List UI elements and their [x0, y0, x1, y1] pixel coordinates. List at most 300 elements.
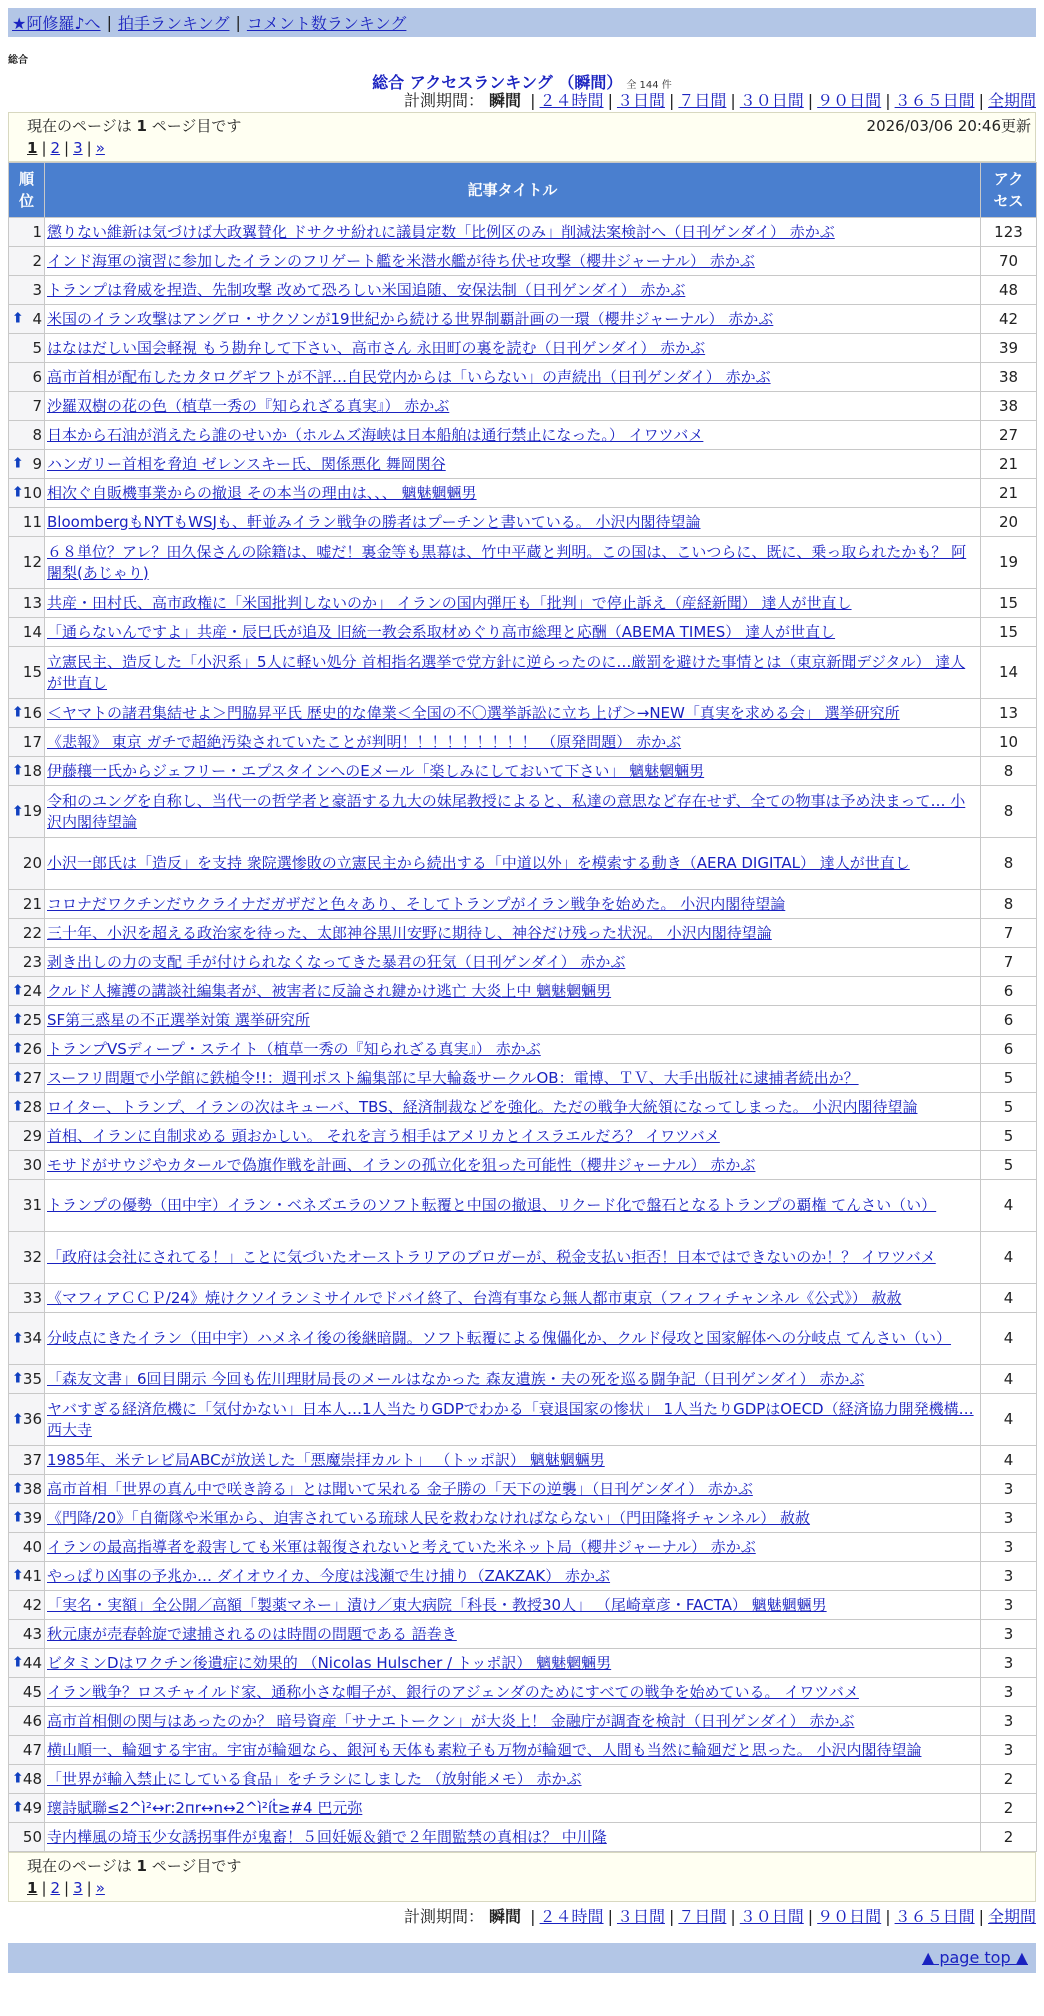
period-separator: |	[607, 91, 613, 110]
article-link[interactable]: 高市首相側の関与はあったのか？ 暗号資産「サナエトークン」が大炎上！ 金融庁が調査を検討（日刊ゲンダイ） 赤かぶ	[47, 1711, 855, 1730]
rank-cell	[9, 1122, 45, 1151]
title-cell	[45, 218, 981, 247]
article-link[interactable]: 剥き出しの力の支配 手が付けられなくなってきた暴君の狂気（日刊ゲンダイ） 赤かぶ	[47, 952, 626, 971]
access-column-header: アク セス	[981, 163, 1037, 218]
article-link[interactable]: 相次ぐ自販機事業からの撤退 その本当の理由は、、、 魑魅魍魎男	[47, 483, 477, 502]
pager-separator: |	[64, 139, 70, 157]
article-link[interactable]: 「実名・実額」全公開／高額「製薬マネー」漬け／東大病院「科長・教授30人」 （尾崎章彦・FACTA） 魑魅魍魎男	[47, 1595, 827, 1614]
rank-cell	[9, 363, 45, 392]
rank-cell	[9, 305, 45, 334]
access-count: 21	[981, 450, 1037, 479]
access-count: 21	[981, 479, 1037, 508]
table-row	[9, 786, 1037, 838]
article-link[interactable]: 「政府は会社にされてる！」ことに気づいたオーストラリアのブロガーが、税金支払い拒否！日本ではできないのか！？ イワツバメ	[47, 1248, 936, 1266]
pager-link[interactable]: 3	[73, 1879, 83, 1897]
period-link[interactable]: 全期間	[987, 91, 1036, 110]
title-cell	[45, 479, 981, 508]
title-cell	[45, 1504, 981, 1533]
rank-up-arrow-icon: ⬆	[12, 1098, 24, 1115]
rank-number: 24	[22, 981, 42, 1000]
page-title	[8, 70, 1036, 90]
access-count: 70	[981, 247, 1037, 276]
clap-ranking-link[interactable]: 拍手ランキング	[117, 14, 230, 33]
page-title-text: 総合 アクセスランキング （瞬間）	[372, 73, 623, 92]
pager-separator: |	[41, 139, 47, 157]
rank-cell	[9, 1446, 45, 1475]
rank-cell	[9, 1620, 45, 1649]
table-row	[9, 508, 1037, 537]
period-current: 瞬間	[489, 91, 522, 110]
title-cell	[45, 589, 981, 618]
title-cell	[45, 508, 981, 537]
article-link[interactable]: 「通らないんですよ」共産・辰巳氏が追及 旧統一教会系取材めぐり高市総理と応酬（ABEMA TIMES） 達人が世直し	[47, 622, 836, 641]
top-nav	[8, 8, 1036, 37]
title-cell	[45, 1620, 981, 1649]
period-link[interactable]: ２４時間	[539, 1907, 604, 1926]
period-separator: |	[668, 1907, 675, 1926]
table-row	[9, 1533, 1037, 1562]
rank-cell	[9, 1313, 45, 1365]
title-cell	[45, 1736, 981, 1765]
table-row	[9, 1365, 1037, 1394]
pager-link[interactable]: 2	[50, 139, 61, 157]
title-cell	[45, 1533, 981, 1562]
rank-cell	[9, 1678, 45, 1707]
article-link[interactable]: コロナだワクチンだウクライナだガザだと色々あり、そしてトランプがイラン戦争を始めた。 小沢内閣待望論	[47, 894, 786, 913]
table-row	[9, 1649, 1037, 1678]
title-cell	[45, 1035, 981, 1064]
title-cell	[45, 537, 981, 589]
page-info-bottom	[8, 1852, 1036, 1902]
article-link[interactable]: ６８単位？アレ？田久保さんの除籍は、嘘だ！裏金等も黒幕は、竹中平蔵と判明。この国は、こいつらに、既に、乗っ取られたかも？ 阿闍梨(あじゃり)	[47, 542, 967, 582]
rank-cell	[9, 1504, 45, 1533]
rank-cell	[9, 392, 45, 421]
period-separator: |	[807, 91, 814, 110]
title-cell	[45, 1064, 981, 1093]
rank-number: 15	[22, 663, 42, 681]
rank-cell	[9, 1475, 45, 1504]
rank-number: 9	[32, 454, 42, 473]
rank-up-arrow-icon: ⬆	[12, 1370, 24, 1387]
rank-cell	[9, 786, 45, 838]
period-link[interactable]: ９０日間	[817, 1907, 882, 1926]
access-count: 3	[981, 1736, 1037, 1765]
rank-cell	[9, 757, 45, 786]
rank-cell	[9, 647, 45, 699]
period-separator: |	[730, 91, 736, 110]
table-row	[9, 948, 1037, 977]
rank-number: 8	[32, 425, 42, 444]
period-link[interactable]: ７日間	[678, 91, 727, 110]
rank-number: 44	[22, 1653, 42, 1672]
article-link[interactable]: 共産・田村氏、高市政権に「米国批判しないのか」 イランの国内弾圧も「批判」で停止訴え（産経新聞） 達人が世直し	[47, 593, 852, 612]
access-count: 6	[981, 1035, 1037, 1064]
article-link[interactable]: イラン戦争？ロスチャイルド家、通称小さな帽子が、銀行のアジェンダのためにすべての戦争を始めている。 イワツバメ	[47, 1682, 859, 1701]
rank-cell	[9, 1707, 45, 1736]
table-row	[9, 1006, 1037, 1035]
title-cell	[45, 647, 981, 699]
item-count: 全 144 件	[626, 80, 672, 91]
period-link[interactable]: ３０日間	[739, 1907, 804, 1926]
rank-number: 36	[22, 1410, 42, 1428]
article-link[interactable]: 《門降/20》「自衛隊や米軍から、迫害されている琉球人民を救わなければならない」（門田隆将チャンネル） 赦赦	[47, 1508, 811, 1527]
access-count: 3	[981, 1533, 1037, 1562]
rank-cell	[9, 1006, 45, 1035]
table-row	[9, 305, 1037, 334]
access-count: 4	[981, 1394, 1037, 1446]
rank-cell	[9, 890, 45, 919]
article-link[interactable]: トランプの優勢（田中宇）イラン・ベネズエラのソフト転覆と中国の撤退、リクード化で盤石となるトランプの覇権 てんさい（い）	[47, 1196, 937, 1214]
access-count: 5	[981, 1122, 1037, 1151]
rank-cell	[9, 479, 45, 508]
access-count: 4	[981, 1313, 1037, 1365]
period-separator: |	[530, 91, 536, 110]
rank-number: 26	[22, 1039, 42, 1058]
table-row	[9, 618, 1037, 647]
period-separator: |	[607, 1907, 613, 1926]
period-link[interactable]: ３０日間	[739, 91, 804, 110]
rank-up-arrow-icon: ⬆	[12, 1069, 24, 1086]
article-link[interactable]: ハンガリー首相を脅迫 ゼレンスキー氏、関係悪化 舞岡関谷	[47, 454, 446, 473]
title-cell	[45, 1823, 981, 1852]
period-link[interactable]: ３６５日間	[894, 1907, 975, 1926]
rank-up-arrow-icon: ⬆	[12, 704, 24, 721]
rank-up-arrow-icon: ⬆	[12, 1509, 24, 1526]
period-selector-top	[8, 90, 1036, 112]
title-cell	[45, 1707, 981, 1736]
table-row	[9, 421, 1037, 450]
table-row	[9, 728, 1037, 757]
article-link[interactable]: 小沢一郎氏は「造反」を支持 衆院選惨敗の立憲民主から続出する「中道以外」を模索する動き（AERA DIGITAL） 達人が世直し	[47, 854, 910, 872]
article-link[interactable]: 「森友文書」6回目開示 今回も佐川理財局長のメールはなかった 森友遺族・夫の死を巡る闘争記（日刊ゲンダイ） 赤かぶ	[47, 1369, 865, 1388]
table-row	[9, 1765, 1037, 1794]
title-cell	[45, 1475, 981, 1504]
title-cell	[45, 1232, 981, 1284]
article-link[interactable]: ヤバすぎる経済危機に「気付かない」日本人…1人当たりGDPでわかる「衰退国家の惨状」 1人当たりGDPはOECD（経済協力開発機構… 西大寺	[47, 1399, 974, 1439]
period-separator: |	[807, 1907, 814, 1926]
access-count: 2	[981, 1823, 1037, 1852]
table-row	[9, 1284, 1037, 1313]
rank-number: 43	[22, 1624, 42, 1643]
period-link[interactable]: ３日間	[616, 1907, 665, 1926]
table-row	[9, 977, 1037, 1006]
article-link[interactable]: 令和のユングを自称し、当代一の哲学者と豪語する九大の妹尾教授によると、私達の意思など存在せず、全ての物事は予め決まって… 小沢内閣待望論	[47, 791, 966, 831]
rank-number: 50	[22, 1827, 42, 1846]
pager-bottom	[27, 1877, 1031, 1899]
table-row	[9, 1591, 1037, 1620]
table-row	[9, 392, 1037, 421]
article-link[interactable]: 横山順一、輪廻する宇宙。宇宙が輪廻なら、銀河も天体も素粒子も万物が輪廻で、人間も当然に輪廻だと思った。 小沢内閣待望論	[47, 1740, 922, 1759]
title-cell	[45, 334, 981, 363]
period-separator: |	[978, 91, 984, 110]
rank-number: 4	[32, 309, 42, 328]
table-row	[9, 1678, 1037, 1707]
access-count: 3	[981, 1620, 1037, 1649]
article-link[interactable]: 三十年、小沢を超える政治家を待った、太郎神谷黒川安野に期待し、神谷だけ残った状況。 小沢内閣待望論	[47, 923, 772, 942]
title-cell	[45, 919, 981, 948]
table-row	[9, 1093, 1037, 1122]
rank-up-arrow-icon: ⬆	[12, 310, 24, 327]
table-row	[9, 1475, 1037, 1504]
article-link[interactable]: 米国のイラン攻撃はアングロ・サクソンが19世紀から続ける世界制覇計画の一環（櫻井ジャーナル） 赤かぶ	[47, 309, 774, 328]
article-link[interactable]: スーフリ問題で小学館に鉄槌令!!：週刊ポスト編集部に早大輪姦サークルOB：電博、ＴＶ、大手出版社に逮捕者続出か？	[47, 1068, 859, 1087]
rank-cell	[9, 1035, 45, 1064]
title-cell	[45, 618, 981, 647]
title-cell	[45, 838, 981, 890]
rank-cell	[9, 1180, 45, 1232]
article-link[interactable]: クルド人擁護の講談社編集者が、被害者に反論され鍵かけ逃亡 大炎上中 魑魅魍魎男	[47, 981, 612, 1000]
title-cell	[45, 276, 981, 305]
article-link[interactable]: 「世界が輸入禁止にしている食品」をチラシにしました （放射能メモ） 赤かぶ	[47, 1769, 582, 1788]
rank-number: 22	[22, 923, 42, 942]
title-cell	[45, 421, 981, 450]
access-count: 15	[981, 589, 1037, 618]
title-cell	[45, 392, 981, 421]
table-row	[9, 1794, 1037, 1823]
rank-number: 32	[22, 1248, 42, 1266]
rank-number: 19	[22, 802, 42, 820]
title-cell	[45, 1365, 981, 1394]
period-current: 瞬間	[489, 1907, 522, 1926]
table-row	[9, 450, 1037, 479]
rank-cell	[9, 699, 45, 728]
pager-separator: |	[41, 1879, 47, 1897]
title-cell	[45, 1313, 981, 1365]
period-separator: |	[530, 1907, 536, 1926]
period-link[interactable]: ３６５日間	[894, 91, 975, 110]
rank-cell	[9, 838, 45, 890]
rank-cell	[9, 1394, 45, 1446]
pager-current: 1	[27, 139, 38, 157]
article-link[interactable]: 立憲民主、造反した「小沢系」5人に軽い処分 首相指名選挙で党方針に逆らったのに…厳罰を避けた事情とは（東京新聞デジタル） 達人が世直し	[47, 652, 966, 692]
access-count: 2	[981, 1765, 1037, 1794]
home-link[interactable]: ★阿修羅♪へ	[12, 14, 101, 33]
rank-number: 28	[22, 1097, 42, 1116]
rank-cell	[9, 728, 45, 757]
access-count: 4	[981, 1284, 1037, 1313]
comment-ranking-link[interactable]: コメント数ランキング	[246, 14, 407, 33]
article-link[interactable]: 日本から石油が消えたら誰のせいか（ホルムズ海峡は日本船舶は通行禁止になった。） イワツバメ	[47, 425, 704, 444]
rank-up-arrow-icon: ⬆	[12, 484, 24, 501]
rank-number: 5	[32, 338, 42, 357]
article-link[interactable]: 沙羅双樹の花の色（植草一秀の『知られざる真実』） 赤かぶ	[47, 396, 450, 415]
period-separator: |	[978, 1907, 984, 1926]
period-label: 計測期間：	[403, 91, 484, 110]
table-row	[9, 757, 1037, 786]
table-row	[9, 479, 1037, 508]
access-count: 27	[981, 421, 1037, 450]
article-link[interactable]: ビタミンDはワクチン後遺症に効果的 （Nicolas Hulscher / トッポ訳） 魑魅魍魎男	[47, 1653, 612, 1672]
period-separator: |	[668, 91, 675, 110]
rank-cell	[9, 508, 45, 537]
rank-number: 7	[32, 396, 42, 415]
rank-cell	[9, 919, 45, 948]
rank-cell	[9, 1533, 45, 1562]
rank-number: 3	[32, 280, 42, 299]
table-row	[9, 363, 1037, 392]
table-row	[9, 699, 1037, 728]
rank-number: 17	[22, 732, 42, 751]
period-link[interactable]: ９０日間	[817, 91, 882, 110]
article-link[interactable]: インド海軍の演習に参加したイランのフリゲート艦を米潜水艦が待ち伏せ攻撃（櫻井ジャーナル） 赤かぶ	[47, 251, 755, 270]
access-count: 3	[981, 1707, 1037, 1736]
pager-link[interactable]: 2	[50, 1879, 61, 1897]
article-link[interactable]: 高市首相「世界の真ん中で咲き誇る」とは聞いて呆れる 金子勝の「天下の逆襲」（日刊ゲンダイ） 赤かぶ	[47, 1479, 753, 1498]
access-count: 20	[981, 508, 1037, 537]
period-label: 計測期間：	[403, 1907, 484, 1926]
rank-number: 29	[22, 1126, 42, 1145]
rank-number: 48	[22, 1769, 42, 1788]
rank-up-arrow-icon: ⬆	[12, 762, 24, 779]
updated-time: 2026/03/06 20:46更新	[866, 117, 1031, 135]
pager-separator: |	[64, 1879, 70, 1897]
article-link[interactable]: 1985年、米テレビ局ABCが放送した「悪魔崇拝カルト」 （トッポ訳） 魑魅魍魎男	[47, 1450, 605, 1469]
title-cell	[45, 1562, 981, 1591]
article-link[interactable]: やっぱり凶事の予兆か… ダイオウイカ、今度は浅瀬で生け捕り（ZAKZAK） 赤かぶ	[47, 1566, 611, 1585]
article-link[interactable]: 《マフィアＣＣＰ/24》焼けクソイランミサイルでドバイ終了、台湾有事なら無人都市東京（フィフィチャンネル《公式》） 赦赦	[47, 1288, 902, 1307]
article-link[interactable]: ロイター、トランプ、イランの次はキューバ、TBS、経済制裁などを強化。ただの戦争大統領になってしまった。 小沢内閣待望論	[47, 1097, 918, 1116]
rank-number: 23	[22, 952, 42, 971]
rank-number: 1	[32, 222, 42, 241]
page-status: 現在のページは 1 ページ目です	[27, 117, 242, 135]
page-top-link[interactable]: ▲ page top ▲	[921, 1948, 1028, 1967]
access-count: 6	[981, 1006, 1037, 1035]
bottom-bar	[8, 1943, 1036, 1973]
article-link[interactable]: 首相、イランに自制求める 頭おかしい。 それを言う相手はアメリカとイスラエルだろ？ イワツバメ	[47, 1126, 720, 1145]
access-count: 3	[981, 1591, 1037, 1620]
category-label: 総合	[8, 55, 28, 66]
article-link[interactable]: トランプVSディープ・ステイト（植草一秀の『知られざる真実』） 赤かぶ	[47, 1039, 541, 1058]
rank-up-arrow-icon: ⬆	[12, 803, 24, 819]
title-cell	[45, 786, 981, 838]
table-row	[9, 218, 1037, 247]
ranking-table	[8, 162, 1037, 1852]
nav-separator: |	[235, 13, 241, 32]
article-link[interactable]: 《悲報》 東京 ガチで超絶汚染されていたことが判明！！！！！！！！！ （原発問題） 赤かぶ	[47, 732, 682, 751]
rank-number: 46	[22, 1711, 42, 1730]
access-count: 39	[981, 334, 1037, 363]
period-separator: |	[730, 1907, 736, 1926]
access-count: 4	[981, 1365, 1037, 1394]
rank-up-arrow-icon: ⬆	[12, 1411, 24, 1427]
title-cell	[45, 305, 981, 334]
article-link[interactable]: 寺内樺風の埼玉少女誘拐事件が鬼畜！５回妊娠＆鎖で２年間監禁の真相は？ 中川隆	[47, 1827, 607, 1846]
access-count: 13	[981, 699, 1037, 728]
rank-up-arrow-icon: ⬆	[12, 455, 24, 472]
rank-cell	[9, 1365, 45, 1394]
article-link[interactable]: BloombergもNYTもWSJも、軒並みイラン戦争の勝者はプーチンと書いている。 小沢内閣待望論	[47, 512, 701, 531]
access-count: 19	[981, 537, 1037, 589]
article-link[interactable]: イランの最高指導者を殺害しても米軍は報復されないと考えていた米ネット局（櫻井ジャーナル） 赤かぶ	[47, 1537, 756, 1556]
rank-up-arrow-icon: ⬆	[12, 1480, 24, 1497]
access-count: 5	[981, 1093, 1037, 1122]
period-link[interactable]: ３日間	[616, 91, 665, 110]
article-link[interactable]: トランプは脅威を捏造、先制攻撃 改めて恐ろしい米国追随、安保法制（日刊ゲンダイ） 赤かぶ	[47, 280, 686, 299]
rank-cell	[9, 1151, 45, 1180]
rank-up-arrow-icon: ⬆	[12, 982, 24, 999]
access-count: 8	[981, 890, 1037, 919]
rank-cell	[9, 1232, 45, 1284]
table-row	[9, 1504, 1037, 1533]
title-cell	[45, 1151, 981, 1180]
access-count: 48	[981, 276, 1037, 305]
title-cell	[45, 1093, 981, 1122]
period-link[interactable]: 全期間	[987, 1907, 1036, 1926]
rank-number: 40	[22, 1537, 42, 1556]
table-row	[9, 334, 1037, 363]
rank-number: 16	[22, 703, 42, 722]
rank-cell	[9, 1064, 45, 1093]
rank-number: 2	[32, 251, 42, 270]
rank-cell	[9, 618, 45, 647]
pager-link[interactable]: 3	[73, 139, 83, 157]
table-header-row	[9, 163, 1037, 218]
access-count: 7	[981, 948, 1037, 977]
pager-next-link[interactable]: »	[95, 139, 105, 157]
access-count: 6	[981, 977, 1037, 1006]
rank-number: 31	[22, 1196, 42, 1214]
period-link[interactable]: ７日間	[678, 1907, 727, 1926]
rank-number: 25	[22, 1010, 42, 1029]
article-link[interactable]: 秋元康が売春斡旋で逮捕されるのは時間の問題である 語巻き	[47, 1624, 457, 1643]
title-cell	[45, 1006, 981, 1035]
rank-cell	[9, 1736, 45, 1765]
rank-number: 30	[22, 1155, 42, 1174]
pager-next-link[interactable]: »	[95, 1879, 105, 1897]
table-row	[9, 1394, 1037, 1446]
table-row	[9, 1707, 1037, 1736]
rank-number: 12	[22, 553, 42, 571]
article-link[interactable]: 伊藤穰一氏からジェフリー・エプスタインへのEメール「楽しみにしておいて下さい」 魑魅魍魎男	[47, 761, 705, 780]
table-row	[9, 890, 1037, 919]
article-link[interactable]: 懲りない維新は気づけば大政翼賛化 ドサクサ紛れに議員定数「比例区のみ」削減法案検討へ（日刊ゲンダイ） 赤かぶ	[47, 222, 835, 241]
rank-cell	[9, 218, 45, 247]
period-link[interactable]: ２４時間	[539, 91, 604, 110]
article-link[interactable]: はなはだしい国会軽視 もう勘弁して下さい、高市さん 永田町の裏を読む（日刊ゲンダイ） 赤かぶ	[47, 338, 706, 357]
nav-separator: |	[106, 13, 112, 32]
pager-top	[27, 137, 1031, 159]
title-column-header: 記事タイトル	[45, 163, 981, 218]
article-link[interactable]: 分岐点にきたイラン（田中宇）ハメネイ後の後継暗闘。ソフト転覆による傀儡化か、クルド侵攻と国家解体への分岐点 てんさい（い）	[47, 1329, 952, 1347]
article-link[interactable]: ＜ヤマトの諸君集結せよ＞門脇昇平氏 歴史的な偉業＜全国の不〇選挙訴訟に立ち上げ＞→NEW「真実を求める会」 選挙研究所	[47, 703, 900, 722]
article-link[interactable]: SF第三惑星の不正選挙対策 選挙研究所	[47, 1010, 310, 1029]
rank-number: 27	[22, 1068, 42, 1087]
access-count: 10	[981, 728, 1037, 757]
page-info-top	[8, 112, 1036, 162]
rank-cell	[9, 1649, 45, 1678]
access-count: 8	[981, 786, 1037, 838]
article-link[interactable]: 高市首相が配布したカタログギフトが不評…自民党内からは「いらない」の声続出（日刊ゲンダイ） 赤かぶ	[47, 367, 771, 386]
table-row	[9, 1562, 1037, 1591]
rank-number: 13	[22, 593, 42, 612]
rank-number: 38	[22, 1479, 42, 1498]
page-status: 現在のページは 1 ページ目です	[27, 1857, 242, 1875]
table-row	[9, 1736, 1037, 1765]
title-cell	[45, 977, 981, 1006]
article-link[interactable]: 瓌詩賦聯≤2^ì²↔r:2пr↔n↔2^ì²íṫ≥#4 巴元弥	[47, 1798, 363, 1817]
title-cell	[45, 1591, 981, 1620]
rank-number: 35	[22, 1369, 42, 1388]
table-row	[9, 1035, 1037, 1064]
page	[8, 8, 1036, 1973]
rank-number: 47	[22, 1740, 42, 1759]
title-cell	[45, 1794, 981, 1823]
title-cell	[45, 757, 981, 786]
article-link[interactable]: モサドがサウジやカタールで偽旗作戦を計画、イランの孤立化を狙った可能性（櫻井ジャーナル） 赤かぶ	[47, 1155, 756, 1174]
access-count: 42	[981, 305, 1037, 334]
title-cell	[45, 1180, 981, 1232]
rank-number: 18	[22, 761, 42, 780]
